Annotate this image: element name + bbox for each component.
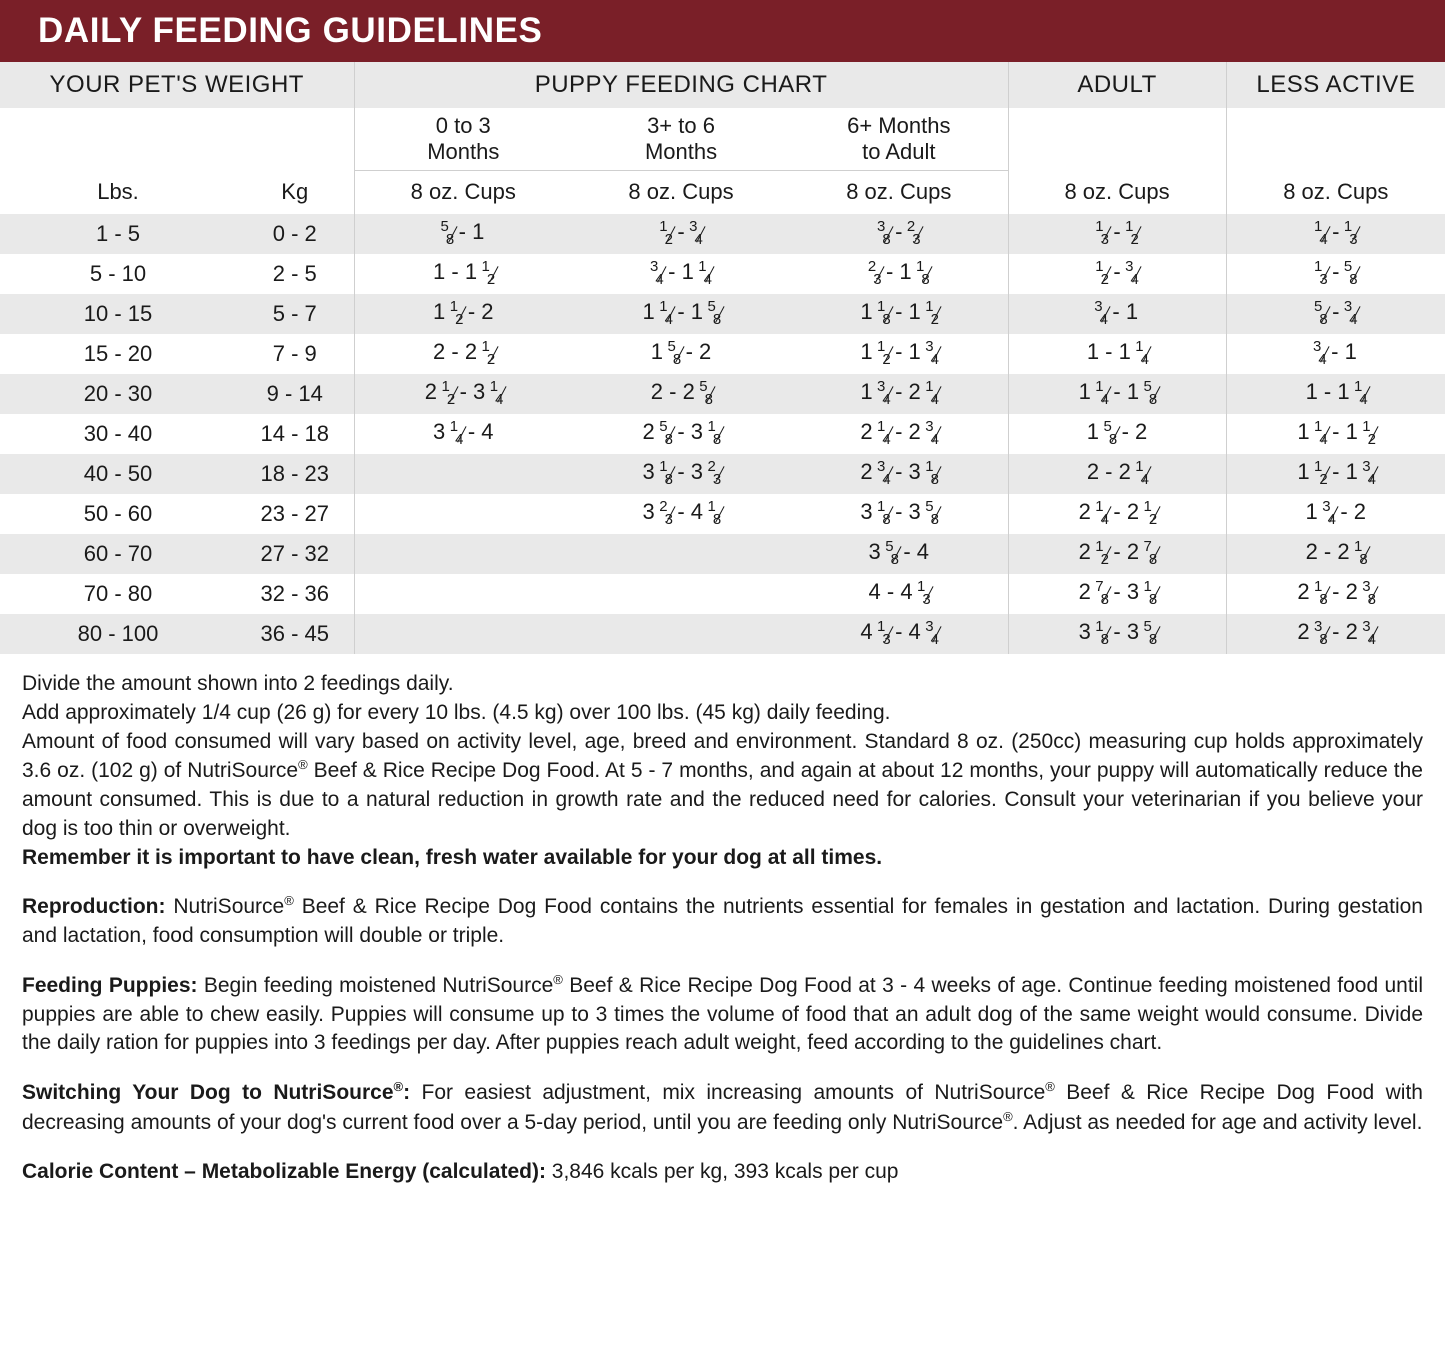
cell-kg: 36 - 45 (236, 614, 354, 654)
note-amount-varies-b: Beef & Rice Recipe Dog Food. At 5 - 7 months, and again at about 12 months, your puppy will automatically reduce the amount consumed. This is due to a natural reduction in growth rate and the reduced need for calories. Consult your veterinarian if you believe your dog is too thin or overweight. (22, 759, 1423, 840)
cell-adult: 1 3 - 1 2 (1008, 214, 1226, 254)
cell-adult: 1 1 4 - 1 5 8 (1008, 374, 1226, 414)
registered-mark-icon: ® (298, 757, 308, 773)
note-reproduction-label: Reproduction: (22, 895, 166, 919)
cell-lbs: 60 - 70 (0, 534, 236, 574)
table-row (0, 374, 1445, 414)
cell-puppy-3-6: 3 4 - 1 1 4 (572, 254, 790, 294)
cell-puppy-0-3: 5 8 - 1 (354, 214, 572, 254)
cell-puppy-6-adult: 4 1 3 - 4 3 4 (790, 614, 1008, 654)
cell-lbs: 40 - 50 (0, 454, 236, 494)
cell-puppy-0-3: 2 - 2 1 2 (354, 334, 572, 374)
cell-adult: 2 7 8 - 3 1 8 (1008, 574, 1226, 614)
cell-kg: 9 - 14 (236, 374, 354, 414)
unit-lbs: Lbs. (0, 170, 236, 214)
table-row (0, 334, 1445, 374)
header-less-active: LESS ACTIVE (1226, 62, 1445, 108)
note-switching-label-a: Switching Your Dog to NutriSource (22, 1081, 394, 1105)
cell-lbs: 70 - 80 (83, 581, 153, 606)
table-header-sub (0, 108, 1445, 170)
cell-adult: 1 - 1 1 4 (1008, 334, 1226, 374)
table-row (0, 574, 1445, 614)
feeding-chart-table (0, 62, 1445, 654)
cell-lbs: 50 - 60 (83, 501, 153, 526)
unit-cups-less-active: 8 oz. Cups (1226, 170, 1445, 214)
table-row (0, 494, 1445, 534)
note-switching (22, 1078, 1423, 1138)
cell-lbs: 1 - 5 (0, 214, 236, 254)
cell-less-active: 5 8 - 3 4 (1226, 294, 1445, 334)
cell-kg: 23 - 27 (236, 494, 354, 534)
cell-adult: 2 1 2 - 2 7 8 (1008, 534, 1226, 574)
cell-puppy-0-3 (354, 454, 572, 494)
subheader-blank-less-active (1226, 108, 1445, 170)
table-row (0, 254, 1445, 294)
cell-puppy-3-6: 1 5 8 - 2 (650, 337, 712, 368)
cell-less-active: 1 1 2 - 1 3 4 (1226, 454, 1445, 494)
cell-adult: 3 1 8 - 3 5 8 (1008, 614, 1226, 654)
header-adult: ADULT (1008, 62, 1226, 108)
cell-puppy-3-6: 1 2 - 3 4 (572, 214, 790, 254)
cell-puppy-0-3: 1 1 2 - 2 (354, 294, 572, 334)
note-amount-varies-a: Amount of food consumed will vary based on activity level, age, breed and environment. Standard 8 oz. (250cc) measuring cup holds approximately 3.6 oz. (102 g) of NutriSource (22, 729, 1423, 783)
note-add-quarter-cup: Add approximately 1/4 cup (26 g) for every 10 lbs. (4.5 kg) over 100 lbs. (45 kg) daily feeding. (22, 700, 891, 724)
note-calorie-content (22, 1158, 1423, 1187)
note-reproduction-a: NutriSource (165, 895, 285, 919)
registered-mark-icon: ® (553, 971, 563, 987)
cell-puppy-3-6: 2 - 2 5 8 (572, 374, 790, 414)
cell-less-active: 1 1 4 - 1 1 2 (1226, 414, 1445, 454)
cell-kg: 7 - 9 (236, 334, 354, 374)
table-row (0, 534, 1445, 574)
cell-puppy-0-3: 3 1 4 - 4 (433, 417, 494, 448)
cell-lbs: 80 - 100 (0, 614, 236, 654)
cell-puppy-0-3 (354, 574, 572, 614)
cell-adult: 3 4 - 1 (1008, 294, 1226, 334)
note-puppies-a: Begin feeding moistened NutriSource (197, 973, 554, 997)
table-row (0, 414, 1445, 454)
unit-kg: Kg (236, 170, 354, 214)
unit-cups-3-6: 8 oz. Cups (572, 170, 790, 214)
unit-cups-6-adult: 8 oz. Cups (790, 170, 1008, 214)
cell-puppy-0-3 (354, 534, 572, 574)
cell-lbs: 10 - 15 (0, 294, 236, 334)
table-header-units (0, 170, 1445, 214)
note-amount-varies (22, 728, 1423, 844)
cell-puppy-3-6 (572, 534, 790, 574)
cell-kg: 2 - 5 (236, 254, 354, 294)
cell-less-active: 2 - 2 1 8 (1226, 534, 1445, 574)
cell-puppy-6-adult: 1 3 4 - 2 1 4 (790, 374, 1008, 414)
page-title: DAILY FEEDING GUIDELINES (38, 11, 543, 50)
cell-less-active: 1 4 - 1 3 (1226, 214, 1445, 254)
subheader-3-6-months: 3+ to 6 Months (572, 108, 790, 170)
subheader-blank-adult (1008, 108, 1226, 170)
table-row (0, 454, 1445, 494)
cell-puppy-3-6: 3 1 8 - 3 2 3 (572, 454, 790, 494)
subheader-6-adult: 6+ Months to Adult (790, 108, 1008, 170)
cell-less-active: 3 4 - 1 (1313, 337, 1357, 368)
table-row (0, 214, 1445, 254)
page-title-bar (0, 0, 1445, 62)
cell-puppy-0-3: 2 1 2 - 3 1 4 (354, 374, 572, 414)
cell-kg: 5 - 7 (236, 294, 354, 334)
table-header-top (0, 62, 1445, 108)
header-puppy-chart: PUPPY FEEDING CHART (354, 62, 1008, 108)
cell-puppy-6-adult: 1 1 8 - 1 1 2 (790, 294, 1008, 334)
note-fresh-water: Remember it is important to have clean, fresh water available for your dog at all times. (22, 845, 883, 869)
unit-cups-0-3: 8 oz. Cups (354, 170, 572, 214)
cell-lbs: 30 - 40 (83, 421, 153, 446)
note-switching-b: Beef & Rice Recipe Dog Food with decreasing amounts of your dog's current food over a 5-day period, until you are feeding only NutriSource (22, 1081, 1423, 1134)
subheader-0-3-months: 0 to 3 Months (354, 108, 572, 170)
cell-adult: 1 5 8 - 2 (1008, 414, 1226, 454)
note-switching-label-b: : (403, 1081, 411, 1105)
cell-puppy-3-6: 3 2 3 - 4 1 8 (572, 494, 790, 534)
cell-puppy-6-adult: 3 1 8 - 3 5 8 (790, 494, 1008, 534)
cell-puppy-3-6: 1 1 4 - 1 5 8 (572, 294, 790, 334)
cell-puppy-3-6 (572, 614, 790, 654)
note-feeding-puppies (22, 971, 1423, 1058)
cell-lbs: 20 - 30 (0, 374, 236, 414)
cell-puppy-6-adult: 4 - 4 1 3 (790, 574, 1008, 614)
note-switching-c: . Adjust as needed for age and activity level. (1012, 1110, 1423, 1134)
note-calorie-value: 3,846 kcals per kg, 393 kcals per cup (545, 1159, 899, 1183)
cell-puppy-6-adult: 3 8 - 2 3 (790, 214, 1008, 254)
cell-less-active: 2 3 8 - 2 3 4 (1226, 614, 1445, 654)
cell-puppy-6-adult: 1 1 2 - 1 3 4 (790, 334, 1008, 374)
cell-adult: 2 - 2 1 4 (1008, 454, 1226, 494)
cell-puppy-3-6 (572, 574, 790, 614)
cell-adult: 1 2 - 3 4 (1008, 254, 1226, 294)
unit-cups-adult: 8 oz. Cups (1008, 170, 1226, 214)
cell-puppy-0-3 (354, 614, 572, 654)
cell-less-active: 1 3 - 5 8 (1226, 254, 1445, 294)
cell-kg: 27 - 32 (236, 534, 354, 574)
header-pet-weight: YOUR PET'S WEIGHT (0, 62, 354, 108)
cell-lbs: 15 - 20 (83, 341, 153, 366)
table-row (0, 614, 1445, 654)
cell-lbs: 5 - 10 (89, 261, 147, 286)
registered-mark-icon: ® (393, 1079, 404, 1095)
cell-puppy-3-6: 2 5 8 - 3 1 8 (572, 414, 790, 454)
cell-puppy-6-adult: 2 3 4 - 3 1 8 (790, 454, 1008, 494)
note-puppies-b: Beef & Rice Recipe Dog Food at 3 - 4 weeks of age. Continue feeding moistened food until puppies are able to chew easily. Puppies will consume up to 3 times the volume of food that an adult dog of the same weight would consume. Divide the daily ration for puppies into 3 feedings per day. After puppies reach adult weight, feed according to the guidelines chart. (22, 973, 1424, 1055)
cell-puppy-6-adult: 2 1 4 - 2 3 4 (790, 414, 1008, 454)
note-divide: Divide the amount shown into 2 feedings daily. (22, 672, 454, 695)
table-body (0, 214, 1445, 654)
note-puppies-label: Feeding Puppies: (22, 973, 198, 997)
cell-puppy-0-3: 1 - 1 1 2 (354, 254, 572, 294)
cell-kg: 14 - 18 (236, 414, 354, 454)
cell-puppy-0-3 (354, 494, 572, 534)
registered-mark-icon: ® (284, 893, 294, 909)
cell-puppy-6-adult: 2 3 - 1 1 8 (790, 254, 1008, 294)
subheader-blank-weight (0, 108, 354, 170)
registered-mark-icon: ® (1045, 1079, 1055, 1095)
cell-less-active: 1 - 1 1 4 (1226, 374, 1445, 414)
note-reproduction (22, 892, 1423, 951)
cell-less-active: 1 3 4 - 2 (1305, 497, 1367, 528)
table-row (0, 294, 1445, 334)
cell-less-active: 2 1 8 - 2 3 8 (1226, 574, 1445, 614)
note-calorie-label: Calorie Content – Metabolizable Energy (calculated): (22, 1159, 546, 1183)
cell-puppy-6-adult: 3 5 8 - 4 (790, 534, 1008, 574)
notes-section (0, 654, 1445, 1186)
registered-mark-icon: ® (1003, 1108, 1013, 1124)
note-reproduction-b: Beef & Rice Recipe Dog Food contains the nutrients essential for females in gestation and lactation. During gestation and lactation, food consumption will double or triple. (22, 895, 1423, 948)
cell-kg: 18 - 23 (236, 454, 354, 494)
cell-kg: 0 - 2 (236, 214, 354, 254)
note-switching-a: For easiest adjustment, mix increasing amounts of NutriSource (410, 1081, 1046, 1105)
cell-kg: 32 - 36 (236, 574, 354, 614)
cell-adult: 2 1 4 - 2 1 2 (1008, 494, 1226, 534)
